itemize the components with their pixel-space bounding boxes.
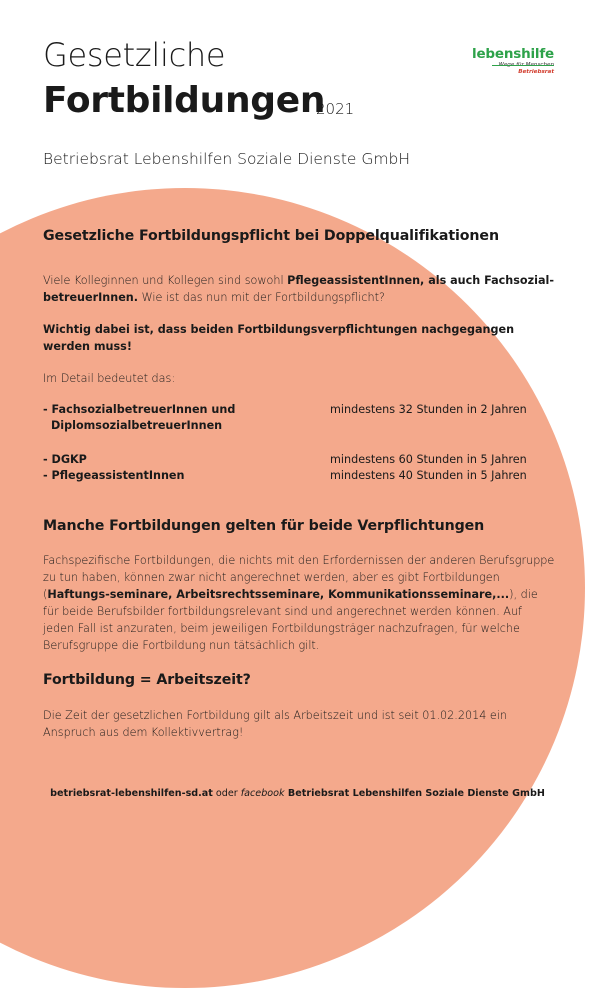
- section1-detail: Im Detail bedeutet das:: [43, 372, 176, 385]
- list-item: - FachsozialbetreuerInnen und mindestens 32 Stunden in 2 Jahren: [43, 403, 527, 416]
- requirements-list: [43, 402, 555, 484]
- list-item: - DGKP mindestens 60 Stunden in 5 Jahren: [43, 453, 527, 466]
- facebook-page-link[interactable]: Betriebsrat Lebenshilfen Soziale Dienste GmbH: [284, 788, 545, 799]
- list-item: DiplomsozialbetreuerInnen: [51, 419, 223, 432]
- section2-text: Fachspezifische Fortbildungen, die nichts mit den Erfordernissen der anderen Berufsgruppe zu tun haben, können zwar nicht angerechnet werden, aber es gibt Fortbildungen (Haftungs-seminare, Arbeitsrechtsseminare, Kommunikationsseminare,...), die für beide Berufsbilder fortbildungsrelevant sind und angerechnet werden können. Auf jeden Fall ist anzuraten, beim jeweiligen Fortbildungsträger nachzufragen, für welche Berufsgruppe die Fortbildung nun tätsächlich gilt.: [43, 554, 555, 652]
- logo-underline: [492, 65, 554, 66]
- subtitle: Betriebsrat Lebenshilfen Soziale Dienste GmbH: [43, 150, 410, 168]
- website-link[interactable]: betriebsrat-lebenshilfen-sd.at: [50, 788, 213, 799]
- logo-unit: Betriebsrat: [518, 69, 554, 75]
- main-content: [43, 228, 555, 741]
- section1-intro: Viele Kolleginnen und Kollegen sind sowohl PflegeassistentInnen, als auch Fachsozial- betreuerInnen. Wie ist das nun mit der Fortbildungspflicht?: [43, 274, 554, 304]
- facebook-icon[interactable]: facebook: [240, 788, 285, 799]
- list-item: - PflegeassistentInnen mindestens 40 Stunden in 5 Jahren: [43, 469, 527, 482]
- section2-heading: Manche Fortbildungen gelten für beide Verpflichtungen: [43, 518, 485, 534]
- section1-heading: Gesetzliche Fortbildungspflicht bei Doppelqualifikationen: [43, 228, 499, 244]
- section3-heading: Fortbildung = Arbeitszeit?: [43, 672, 251, 688]
- lebenshilfe-logo: [458, 46, 554, 75]
- title-line-2: Fortbildungen: [43, 80, 326, 121]
- footer: betriebsrat-lebenshilfen-sd.at oder facebook Betriebsrat Lebenshilfen Soziale Dienste GmbH: [50, 788, 545, 799]
- logo-brand: lebenshilfe: [472, 46, 554, 62]
- section1-important: Wichtig dabei ist, dass beiden Fortbildungsverpflichtungen nachgegangen werden muss!: [43, 323, 515, 353]
- section3-text: Die Zeit der gesetzlichen Fortbildung gilt als Arbeitszeit und ist seit 01.02.2014 ein Anspruch aus dem Kollektivvertrag!: [43, 709, 507, 739]
- year: 2021: [316, 100, 355, 118]
- title-line-1: Gesetzliche: [43, 36, 226, 74]
